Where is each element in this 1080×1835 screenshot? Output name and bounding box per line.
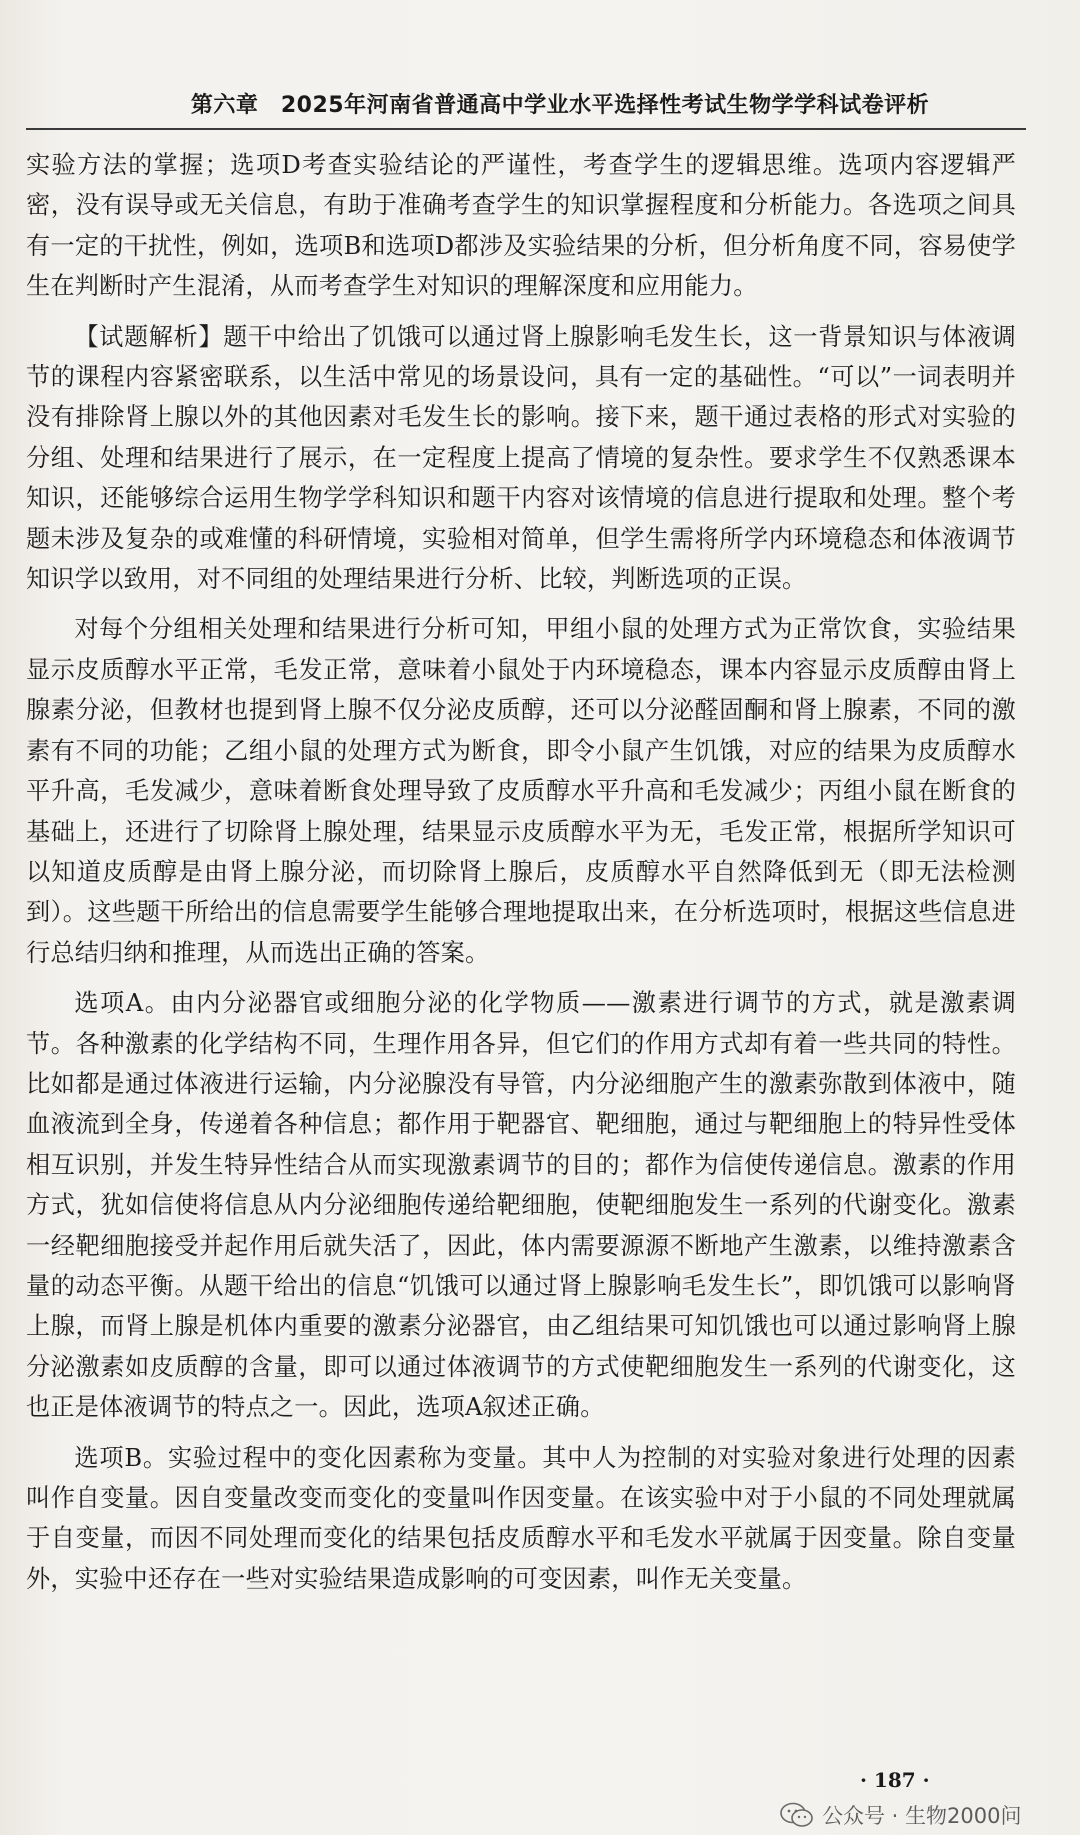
paragraph-1: 实验方法的掌握；选项D考查实验结论的严谨性，考查学生的逻辑思维。选项内容逻辑严密，没有误导或无关信息，有助于准确考查学生的知识掌握程度和分析能力。各选项之间具有一定的干扰性，例如，选项B和选项D都涉及实验结果的分析，但分析角度不同，容易使学生在判断时产生混淆，从而考查学生对知识的理解深度和应用能力。 [26, 151, 1016, 301]
analysis-tag: 【试题解析】 [74, 322, 224, 351]
watermark [780, 1800, 1021, 1830]
wechat-icon [780, 1802, 814, 1828]
paragraph-4: 选项A。由内分泌器官或细胞分泌的化学物质——激素进行调节的方式，就是激素调节。各种激素的化学结构不同，生理作用各异，但它们的作用方式却有着一些共同的特性。比如都是通过体液进行运输，内分泌腺没有导管，内分泌细胞产生的激素弥散到体液中，随血液流到全身，传递着各种信息；都作用于靶器官、靶细胞，通过与靶细胞上的特异性受体相互识别，并发生特异性结合从而实现激素调节的目的；都作为信使传递信息。激素的作用方式，犹如信使将信息从内分泌细胞传递给靶细胞，使靶细胞发生一系列的代谢变化。激素一经靶细胞接受并起作用后就失活了，因此，体内需要源源不断地产生激素，以维持激素含量的动态平衡。从题干给出的信息“饥饿可以通过肾上腺影响毛发生长”，即饥饿可以影响肾上腺，而肾上腺是机体内重要的激素分泌器官，由乙组结果可知饥饿也可以通过影响肾上腺分泌激素如皮质醇的含量，即可以通过体液调节的方式使靶细胞发生一系列的代谢变化，这也正是体液调节的特点之一。因此，选项A叙述正确。 [26, 989, 1016, 1422]
page-number: · 187 · [860, 1768, 930, 1792]
paragraph-2-text: 题干中给出了饥饿可以通过肾上腺影响毛发生长，这一背景知识与体液调节的课程内容紧密联系，以生活中常见的场景设问，具有一定的基础性。“可以”一词表明并没有排除肾上腺以外的其他因素对毛发生长的影响。接下来，题干通过表格的形式对实验的分组、处理和结果进行了展示，在一定程度上提高了情境的复杂性。要求学生不仅熟悉课本知识，还能够综合运用生物学学科知识和题干内容对该情境的信息进行提取和处理。整个考题未涉及复杂的或难懂的科研情境，实验相对简单，但学生需将所学内环境稳态和体液调节知识学以致用，对不同组的处理结果进行分析、比较，判断选项的正误。 [26, 322, 1017, 594]
header-rule [26, 128, 1026, 130]
paragraph-5: 选项B。实验过程中的变化因素称为变量。其中人为控制的对实验对象进行处理的因素叫作自变量。因自变量改变而变化的变量叫作因变量。在该实验中对于小鼠的不同处理就属于自变量，而因不同处理而变化的结果包括皮质醇水平和毛发水平就属于因变量。除自变量外，实验中还存在一些对实验结果造成影响的可变因素，叫作无关变量。 [26, 1443, 1016, 1593]
page-header: 第六章 2025年河南省普通高中学业水平选择性考试生物学学科试卷评析 [190, 93, 930, 118]
paragraph-2 [26, 317, 1016, 600]
paragraph-3: 对每个分组相关处理和结果进行分析可知，甲组小鼠的处理方式为正常饮食，实验结果显示皮质醇水平正常，毛发正常，意味着小鼠处于内环境稳态，课本内容显示皮质醇由肾上腺素分泌，但教材也提到肾上腺不仅分泌皮质醇，还可以分泌醛固酮和肾上腺素，不同的激素有不同的功能；乙组小鼠的处理方式为断食，即令小鼠产生饥饿，对应的结果为皮质醇水平升高，毛发减少，意味着断食处理导致了皮质醇水平升高和毛发减少；丙组小鼠在断食的基础上，还进行了切除肾上腺处理，结果显示皮质醇水平为无，毛发正常，根据所学知识可以知道皮质醇是由肾上腺分泌，而切除肾上腺后，皮质醇水平自然降低到无（即无法检测到）。这些题干所给出的信息需要学生能够合理地提取出来，在分析选项时，根据这些信息进行总结归纳和推理，从而选出正确的答案。 [26, 615, 1016, 967]
body-text [26, 145, 1016, 1599]
watermark-text: 公众号 · 生物2000问 [822, 1804, 1022, 1828]
